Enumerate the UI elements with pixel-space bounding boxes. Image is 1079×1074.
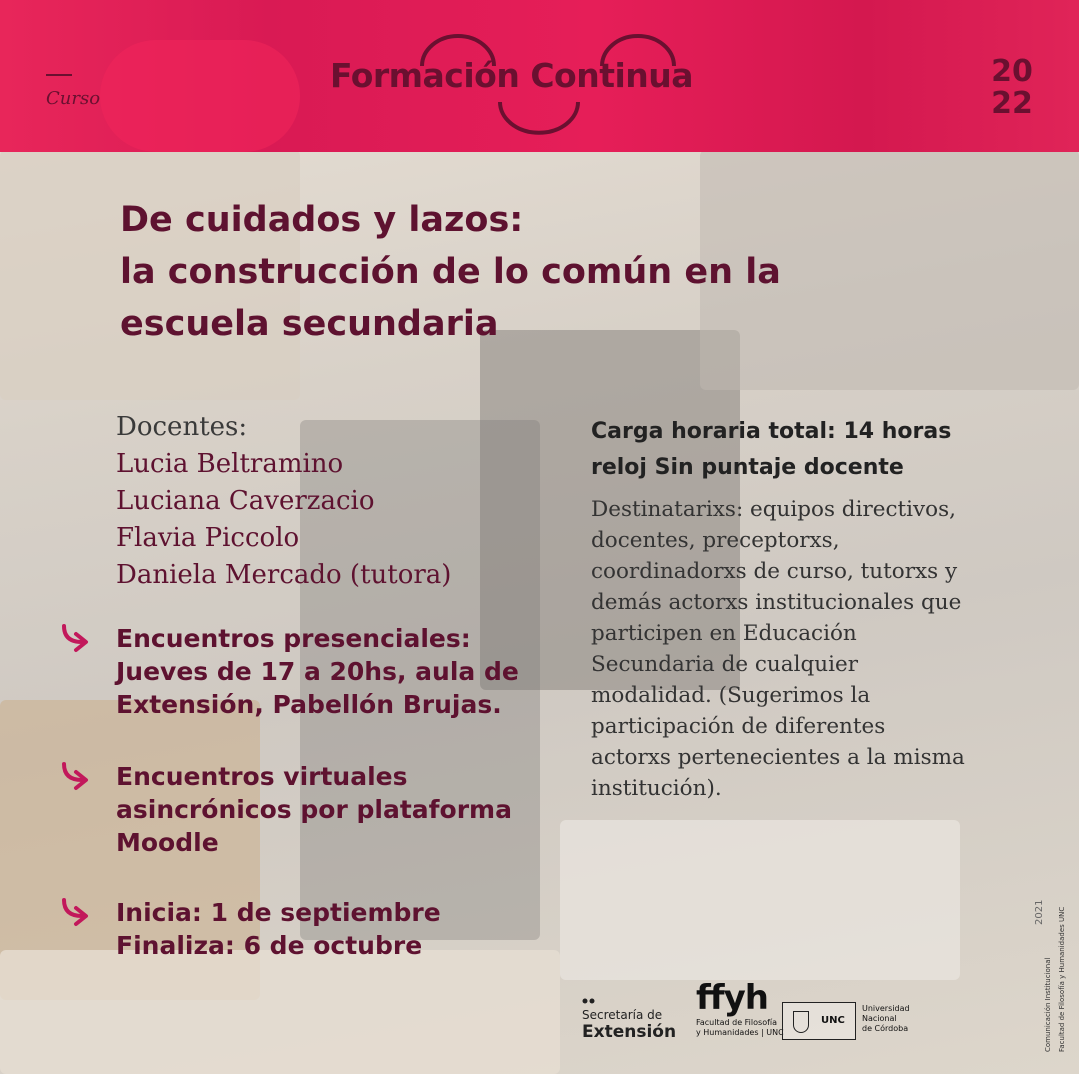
background-shape (560, 820, 960, 980)
unc-caption-line: Universidad (862, 1004, 910, 1013)
course-title (120, 194, 980, 350)
teacher-name: Flavia Piccolo (116, 523, 300, 553)
audience-line: Secundaria de cualquier (591, 652, 858, 677)
unc-badge (782, 1002, 856, 1040)
extension-big-text: Extensión (582, 1022, 677, 1042)
year-bottom: 22 (991, 86, 1033, 121)
teacher-name: Daniela Mercado (tutora) (116, 560, 452, 590)
info-line: Extensión, Pabellón Brujas. (116, 690, 502, 719)
teacher-name: Luciana Caverzacio (116, 486, 375, 516)
audience-line: coordinadorxs de curso, tutorxs y (591, 559, 958, 584)
info-line: Finaliza: 6 de octubre (116, 931, 423, 960)
dots-icon (582, 998, 596, 1006)
workload-line: Carga horaria total: 14 horas (591, 419, 952, 444)
arrow-icon (60, 898, 94, 928)
side-credit: Facultad de Filosofía y Humanidades UNC (1058, 906, 1066, 1052)
unc-label: UNC (821, 1015, 845, 1026)
ffyh-caption: y Humanidades | UNC (696, 1028, 784, 1037)
info-line: Moodle (116, 828, 219, 857)
info-line: asincrónicos por plataforma (116, 795, 512, 824)
info-line: Encuentros presenciales: (116, 624, 471, 653)
ffyh-wordmark: ffyh (696, 978, 768, 1018)
workload (591, 414, 951, 486)
info-item-dates (60, 896, 530, 966)
info-item-text (116, 760, 512, 859)
audience-line: actorxs pertenecientes a la misma (591, 745, 965, 770)
info-line: Jueves de 17 a 20hs, aula de (116, 657, 519, 686)
audience-line: modalidad. (Sugerimos la (591, 683, 871, 708)
workload-line: reloj Sin puntaje docente (591, 455, 904, 480)
info-item-virtual (60, 760, 530, 860)
info-item-text (116, 896, 441, 962)
arrow-icon (60, 624, 94, 654)
shield-icon (793, 1011, 809, 1033)
teachers-list (116, 409, 451, 594)
header-banner (0, 0, 1079, 152)
year-top: 20 (991, 54, 1033, 89)
audience-line: institución). (591, 776, 722, 801)
background-shape (100, 40, 300, 152)
unc-caption-line: de Córdoba (862, 1024, 909, 1033)
unc-caption (862, 1004, 922, 1034)
info-line: Inicia: 1 de septiembre (116, 898, 441, 927)
arrow-icon (60, 762, 94, 792)
audience-line: Destinatarixs: equipos directivos, (591, 497, 956, 522)
extension-small-text: Secretaría de (582, 1008, 663, 1022)
audience-line: participen en Educación (591, 621, 857, 646)
teachers-heading: Docentes: (116, 412, 248, 442)
brand-arc-bottom-icon (496, 98, 582, 138)
divider (46, 74, 72, 76)
year (982, 56, 1042, 120)
unc-caption-line: Nacional (862, 1014, 897, 1023)
side-credit: Comunicación Institucional (1044, 957, 1052, 1052)
info-line: Encuentros virtuales (116, 762, 408, 791)
audience-text (591, 494, 991, 804)
title-line: la construcción de lo común en la (120, 252, 781, 292)
info-item-in-person (60, 622, 530, 722)
background-shape (0, 950, 560, 1074)
title-line: escuela secundaria (120, 304, 499, 344)
ffyh-logo (696, 978, 784, 1038)
info-item-text (116, 622, 519, 721)
teacher-name: Lucia Beltramino (116, 449, 344, 479)
audience-line: docentes, preceptorxs, (591, 528, 840, 553)
ffyh-caption: Facultad de Filosofía (696, 1018, 778, 1027)
audience-line: participación de diferentes (591, 714, 886, 739)
audience-line: demás actorxs institucionales que (591, 590, 962, 615)
brand-name: Formación Continua (330, 56, 694, 95)
course-label: Curso (46, 88, 101, 109)
side-year: 2021 (1034, 899, 1045, 925)
title-line: De cuidados y lazos: (120, 200, 524, 240)
